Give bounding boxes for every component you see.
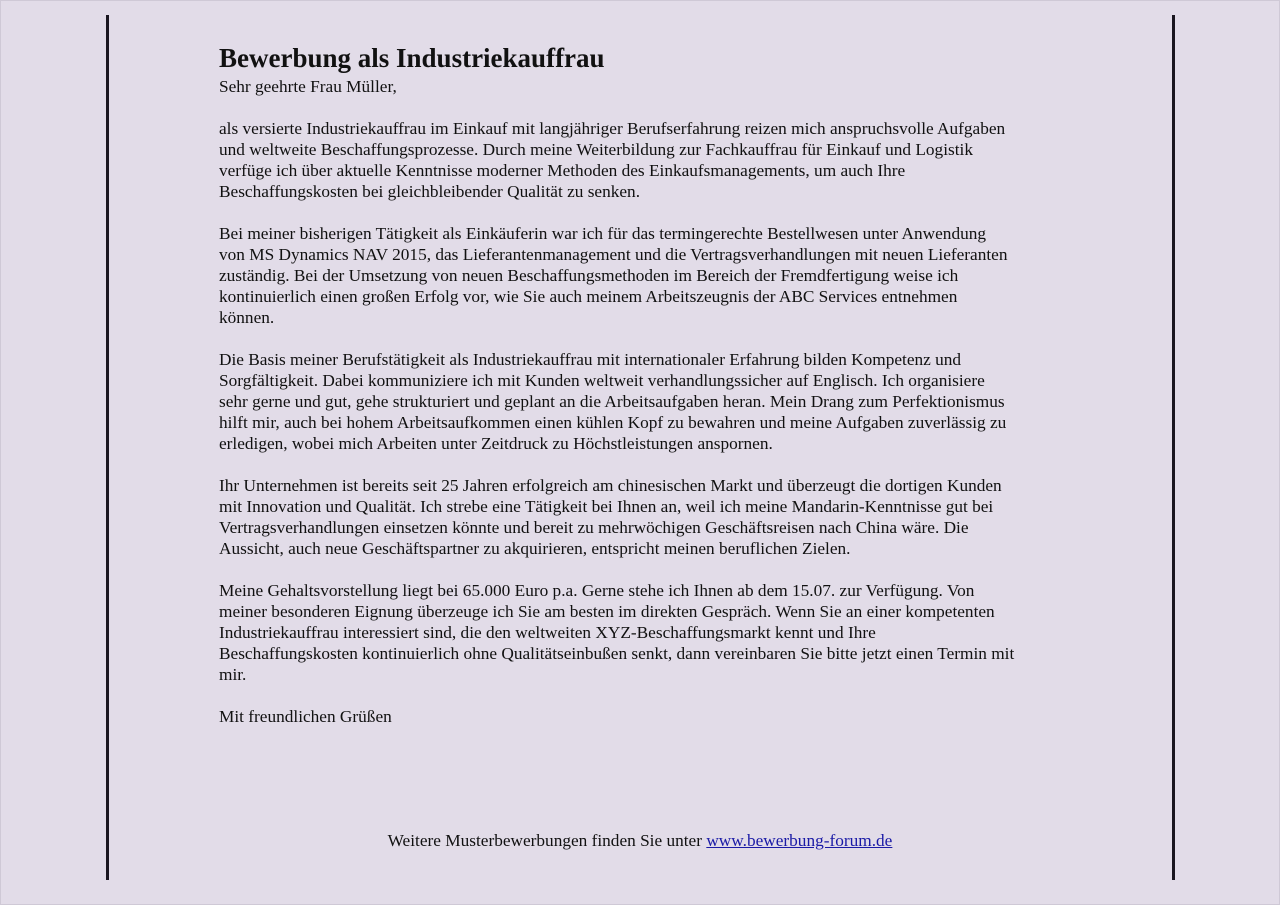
paragraph-line: können.	[219, 308, 275, 327]
footer-text: Weitere Musterbewerbungen finden Sie unter	[387, 831, 707, 850]
paragraph	[219, 475, 1079, 559]
paragraph-line: Beschaffungskosten bei gleichbleibender Qualität zu senken.	[219, 182, 641, 201]
paragraph	[219, 349, 1079, 454]
paragraph-line: erledigen, wobei mich Arbeiten unter Zeitdruck zu Höchstleistungen anspornen.	[219, 434, 773, 453]
paragraph-line: mit Innovation und Qualität. Ich strebe eine Tätigkeit bei Ihnen an, weil ich meine Mandarin-Kenntnisse gut bei	[219, 497, 994, 516]
salutation: Sehr geehrte Frau Müller,	[219, 77, 397, 96]
paragraph-line: Beschaffungskosten kontinuierlich ohne Qualitätseinbußen senkt, dann vereinbaren Sie bitte jetzt einen Termin mit	[219, 644, 1015, 663]
paragraphs	[219, 118, 1079, 685]
left-margin-rule	[106, 15, 109, 880]
footer-link[interactable]: www.bewerbung-forum.de	[706, 831, 893, 850]
letter-body	[219, 40, 1079, 748]
paragraph	[219, 118, 1079, 202]
paragraph	[219, 580, 1079, 685]
paragraph-line: Ihr Unternehmen ist bereits seit 25 Jahren erfolgreich am chinesischen Markt und überzeugt die dortigen Kunden	[219, 476, 1002, 495]
paragraph-line: von MS Dynamics NAV 2015, das Lieferantenmanagement und die Vertragsverhandlungen mit neuen Lieferanten	[219, 245, 1008, 264]
paragraph-line: und weltweite Beschaffungsprozesse. Durch meine Weiterbildung zur Fachkauffrau für Einkauf und Logistik	[219, 140, 973, 159]
paragraph	[219, 223, 1079, 328]
closing: Mit freundlichen Grüßen	[219, 707, 392, 726]
paragraph-line: meiner besonderen Eignung überzeuge ich Sie am besten im direkten Gespräch. Wenn Sie an einer kompetenten	[219, 602, 995, 621]
paragraph-line: Die Basis meiner Berufstätigkeit als Industriekauffrau mit internationaler Erfahrung bilden Kompetenz und	[219, 350, 962, 369]
paragraph-line: Meine Gehaltsvorstellung liegt bei 65.000 Euro p.a. Gerne stehe ich Ihnen ab dem 15.07. zur Verfügung. Von	[219, 581, 975, 600]
footer	[0, 830, 1280, 851]
paragraph-line: Industriekauffrau interessiert sind, die den weltweiten XYZ-Beschaffungsmarkt kennt und Ihre	[219, 623, 876, 642]
right-margin-rule	[1172, 15, 1175, 880]
paragraph-line: zuständig. Bei der Umsetzung von neuen Beschaffungsmethoden im Bereich der Fremdfertigung weise ich	[219, 266, 959, 285]
paragraph-line: Vertragsverhandlungen einsetzen könnte und bereit zu mehrwöchigen Geschäftsreisen nach China wäre. Die	[219, 518, 969, 537]
paragraph-line: hilft mir, auch bei hohem Arbeitsaufkommen einen kühlen Kopf zu bewahren und meine Aufgaben zuverlässig zu	[219, 413, 1007, 432]
paragraph-line: Bei meiner bisherigen Tätigkeit als Einkäuferin war ich für das termingerechte Bestellwesen unter Anwendung	[219, 224, 987, 243]
paragraph-line: Sorgfältigkeit. Dabei kommuniziere ich mit Kunden weltweit verhandlungssicher auf Englisch. Ich organisiere	[219, 371, 985, 390]
paragraph-line: verfüge ich über aktuelle Kenntnisse moderner Methoden des Einkaufsmanagements, um auch Ihre	[219, 161, 906, 180]
letter-title: Bewerbung als Industriekauffrau	[219, 43, 605, 73]
paragraph-line: Aussicht, auch neue Geschäftspartner zu akquirieren, entspricht meinen beruflichen Zielen.	[219, 539, 851, 558]
paragraph-line: sehr gerne und gut, gehe strukturiert und geplant an die Arbeitsaufgaben heran. Mein Drang zum Perfektionismus	[219, 392, 1005, 411]
paragraph-line: mir.	[219, 665, 247, 684]
paragraph-line: kontinuierlich einen großen Erfolg vor, wie Sie auch meinem Arbeitszeugnis der ABC Services entnehmen	[219, 287, 958, 306]
paragraph-line: als versierte Industriekauffrau im Einkauf mit langjähriger Berufserfahrung reizen mich anspruchsvolle Aufgaben	[219, 119, 1006, 138]
